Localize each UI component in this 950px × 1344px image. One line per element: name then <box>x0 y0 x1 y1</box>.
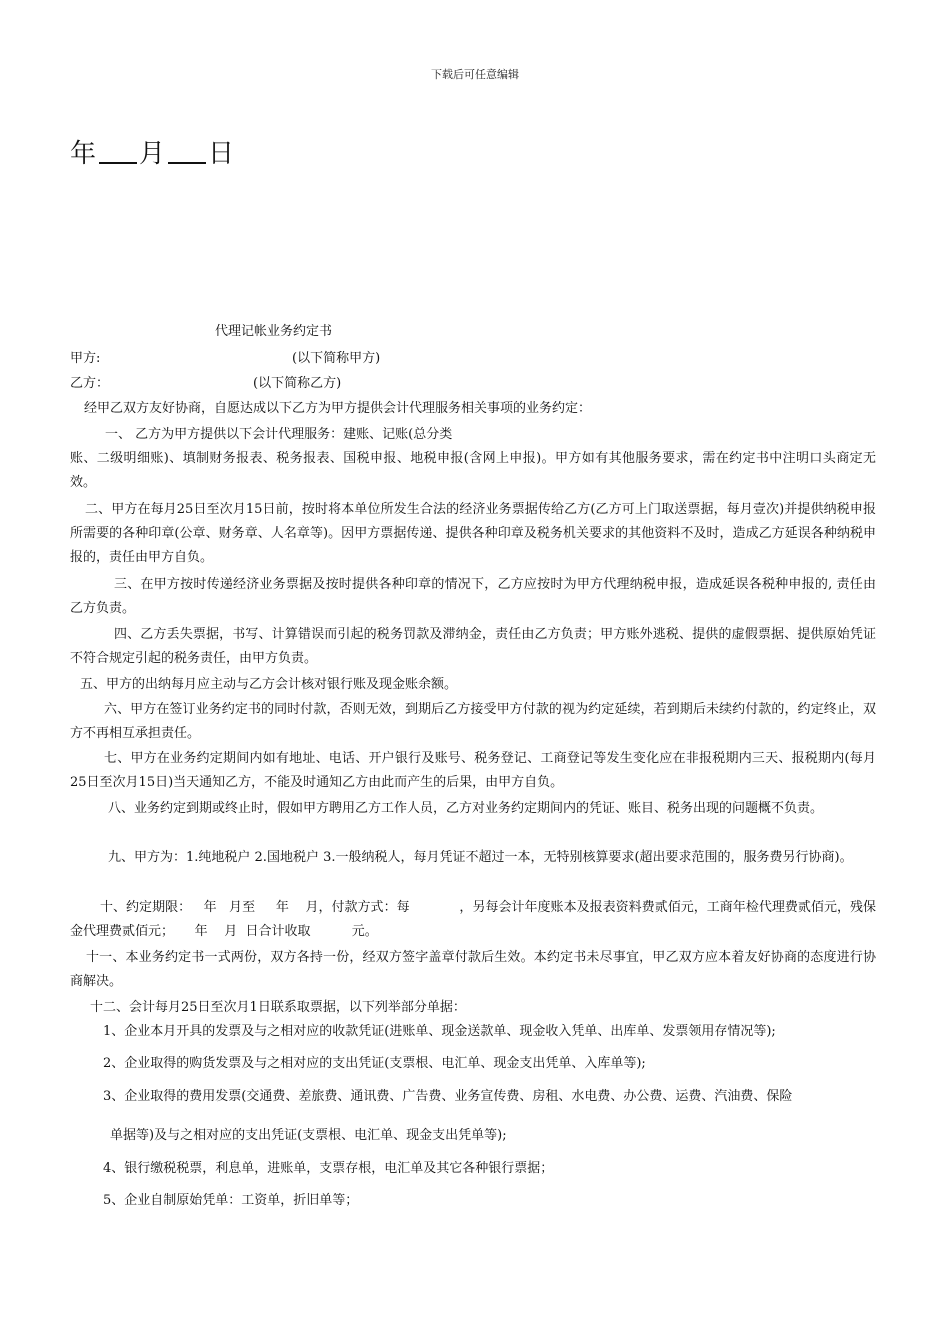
list-item: 1、企业本月开具的发票及与之相对应的收款凭证(进账单、现金送款单、现金收入凭单、出库单、发票领用存情况等); <box>103 1024 776 1039</box>
clause-1-rest: 账、二级明细账)、填制财务报表、税务报表、国税申报、地税申报(含网上申报)。甲方如有其他服务要求，需在约定书中注明口头商定无效。 <box>70 451 876 490</box>
party-b-label: 乙方： <box>70 376 110 391</box>
party-a-line <box>70 347 880 371</box>
month-blank <box>99 140 137 164</box>
clause-8: 八、业务约定到期或终止时，假如甲方聘用乙方工作人员，乙方对业务约定期间内的凭证、账目、税务出现的问题概不负责。 <box>108 801 824 816</box>
day-blank <box>168 140 206 164</box>
clause-5: 五、甲方的出纳每月应主动与乙方会计核对银行账及现金账余额。 <box>80 677 458 692</box>
clause-7: 七、甲方在业务约定期间内如有地址、电话、开户银行及账号、税务登记、工商登记等发生变化应在非报税期内三天、报税期内(每月25日至次月15日)当天通知乙方，不能及时通知乙方由此而产生的后果，由甲方自负。 <box>70 751 876 790</box>
clause-2: 二、甲方在每月25日至次月15日前，按时将本单位所发生合法的经济业务票据传给乙方(乙方可上门取送票据，每月壹次)并提供纳税申报所需要的各种印章(公章、财务章、人名章等)。因甲方票据传递、提供各种印章及税务机关要求的其他资料不及时，造成乙方延误各种纳税申报的，责任由甲方自负。 <box>70 502 876 565</box>
clause-6: 六、甲方在签订业务约定书的同时付款，否则无效，到期后乙方接受甲方付款的视为约定延续，若到期后未续约付款的，约定终止，双方不再相互承担责任。 <box>70 702 876 741</box>
party-a-suffix: (以下简称甲方) <box>292 351 381 366</box>
year-label: 年 <box>70 139 98 169</box>
clause-11: 十一、本业务约定书一式两份，双方各持一份，经双方签字盖章付款后生效。本约定书未尽事宜，甲乙双方应本着友好协商的态度进行协商解决。 <box>70 950 876 989</box>
party-b-suffix: (以下简称乙方) <box>253 376 342 391</box>
clause-1-first-line: 一、 乙方为甲方提供以下会计代理服务：建账、记账(总分类 <box>105 427 453 442</box>
clause-9: 九、甲方为：1.纯地税户 2.国地税户 3.一般纳税人，每月凭证不超过一本，无特别核算要求(超出要求范围的，服务费另行协商)。 <box>108 850 853 865</box>
intro-paragraph: 经甲乙双方友好协商，自愿达成以下乙方为甲方提供会计代理服务相关事项的业务约定： <box>84 401 592 416</box>
clause-10: 十、约定期限： 年 月至 年 月，付款方式：每 ，另每会计年度账本及报表资料费贰佰元，工商年检代理费贰佰元，残保金代理费贰佰元； 年 月 日合计收取 元。 <box>70 900 876 939</box>
clause-3: 三、在甲方按时传递经济业务票据及按时提供各种印章的情况下，乙方应按时为甲方代理纳税申报，造成延误各税种申报的, 责任由乙方负责。 <box>70 577 876 616</box>
clause-4: 四、乙方丢失票据，书写、计算错误而引起的税务罚款及滞纳金，责任由乙方负责；甲方账外逃税、提供的虚假票据、提供原始凭证不符合规定引起的税务责任，由甲方负责。 <box>70 627 876 666</box>
list-item-continuation: 单据等)及与之相对应的支出凭证(支票根、电汇单、现金支出凭单等); <box>110 1128 507 1143</box>
document-title: 代理记帐业务约定书 <box>215 324 333 339</box>
list-item: 2、企业取得的购货发票及与之相对应的支出凭证(支票根、电汇单、现金支出凭单、入库单等); <box>103 1056 646 1071</box>
list-item: 4、银行缴税税票，利息单，进账单，支票存根，电汇单及其它各种银行票据； <box>103 1161 554 1176</box>
month-label: 月 <box>139 139 167 169</box>
party-a-label: 甲方: <box>70 351 101 366</box>
list-item: 5、企业自制原始凭单：工资单，折旧单等； <box>103 1193 359 1208</box>
list-item: 3、企业取得的费用发票(交通费、差旅费、通讯费、广告费、业务宣传费、房租、水电费、办公费、运费、汽油费、保险 <box>103 1089 793 1104</box>
clause-12: 十二、会计每月25日至次月1日联系取票据，以下列举部分单据： <box>90 1000 466 1015</box>
date-line <box>70 133 235 170</box>
day-label: 日 <box>208 139 236 169</box>
header-note: 下载后可任意编辑 <box>431 68 519 81</box>
party-b-line <box>70 372 880 396</box>
